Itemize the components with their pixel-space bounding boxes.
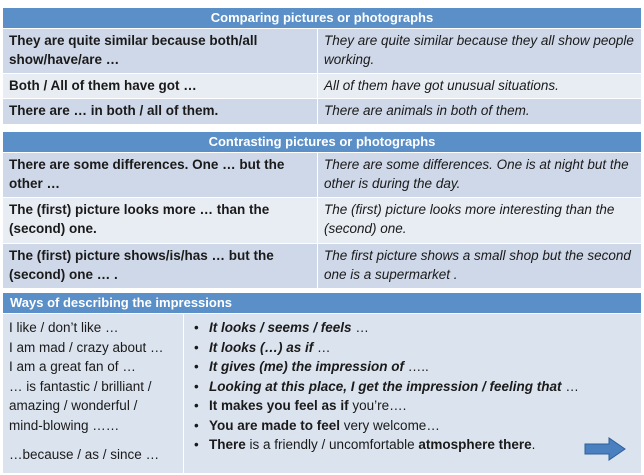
impressions-right-column	[184, 314, 641, 473]
phrase-cell: They are quite similar because both/all show/have/are …	[3, 29, 318, 73]
bullet-text: It gives (me) the impression of	[209, 359, 405, 374]
bullet-text: It looks / seems / feels	[209, 320, 352, 335]
phrase-cell: There are … in both / all of them.	[3, 99, 318, 124]
left-line: I am a great fan of …	[9, 359, 136, 374]
table-row	[3, 28, 641, 73]
left-line: I like / don’t like …	[9, 320, 119, 335]
bullet-text: very welcome…	[340, 417, 440, 433]
impressions-header: Ways of describing the impressions	[3, 292, 641, 313]
left-line: amazing / wonderful /	[9, 398, 138, 413]
bullet-item	[192, 318, 637, 338]
bullet-text: …	[561, 378, 579, 394]
example-cell: They are quite similar because they all show people working.	[324, 33, 634, 67]
bullet-text: There	[209, 437, 246, 452]
bullet-text: It makes you feel as if	[209, 398, 349, 413]
phrase-cell: There are some differences. One … but the other …	[3, 153, 318, 197]
phrase-cell: The (first) picture shows/is/has … but the (second) one … .	[3, 244, 318, 288]
left-line: … is fantastic / brilliant /	[9, 378, 152, 394]
table-row	[3, 197, 641, 243]
impressions-panel	[3, 313, 641, 473]
bullet-list	[192, 318, 637, 455]
bullet-item	[192, 357, 637, 377]
bullet-text: …	[313, 339, 331, 355]
bullet-item	[192, 396, 637, 416]
bullet-item	[192, 435, 637, 455]
phrase-cell: Both / All of them have got …	[3, 74, 318, 98]
left-line: I am mad / crazy about …	[9, 339, 164, 355]
phrase-cell: The (first) picture looks more … than the (second) one.	[3, 198, 318, 243]
bullet-item	[192, 377, 637, 397]
bullet-text: It looks (…) as if	[209, 339, 314, 355]
table-row	[3, 98, 641, 124]
bullet-item	[192, 416, 637, 436]
table-row	[3, 152, 641, 197]
impressions-left-column	[3, 314, 184, 473]
bullet-item	[192, 338, 637, 358]
right-arrow-icon[interactable]	[584, 437, 626, 461]
example-cell: There are some differences. One is at night but the other is during the day.	[324, 157, 629, 191]
left-line: …because / as / since …	[9, 447, 160, 462]
bullet-text: Looking at this place, I get the impression / feeling that	[209, 378, 562, 394]
bullet-text: is a friendly / uncomfortable	[245, 437, 419, 452]
bullet-text: atmosphere there	[418, 437, 532, 452]
example-cell: The first picture shows a small shop but the second one is a supermarket .	[324, 248, 631, 282]
example-cell: There are animals in both of them.	[324, 103, 530, 118]
table-row	[3, 243, 641, 288]
table-row	[3, 73, 641, 98]
bullet-text: …	[351, 320, 369, 335]
contrasting-header: Contrasting pictures or photographs	[3, 131, 641, 152]
example-cell: All of them have got unusual situations.	[324, 78, 559, 93]
left-line: mind-blowing ……	[9, 417, 120, 433]
comparing-header: Comparing pictures or photographs	[3, 7, 641, 28]
bullet-text: you’re….	[348, 398, 407, 413]
bullet-text: …..	[404, 359, 429, 374]
example-cell: The (first) picture looks more interesting than the (second) one.	[324, 202, 615, 236]
bullet-text: You are made to feel	[209, 417, 341, 433]
bullet-text: .	[531, 437, 536, 452]
